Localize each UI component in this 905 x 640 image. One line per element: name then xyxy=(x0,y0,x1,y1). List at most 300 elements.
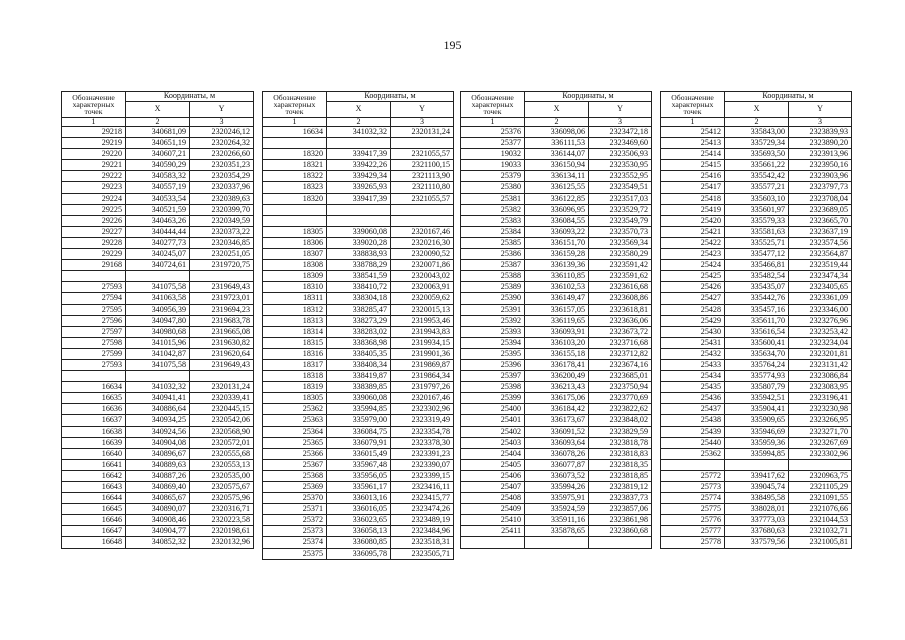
point-id-cell: 16637 xyxy=(62,415,126,426)
point-id-cell: 16634 xyxy=(62,382,126,393)
x-coordinate-cell: 337579,56 xyxy=(725,537,789,548)
table-row xyxy=(461,448,652,459)
point-id-cell: 27596 xyxy=(62,315,126,326)
y-coordinate-cell: 2323472,18 xyxy=(589,127,652,138)
column-number: 1 xyxy=(461,118,525,127)
point-id-cell: 27595 xyxy=(62,304,126,315)
x-coordinate-cell: 340934,25 xyxy=(126,415,190,426)
y-coordinate-cell: 2323636,06 xyxy=(589,315,652,326)
y-coordinate-cell: 2320198,61 xyxy=(190,526,254,537)
x-coordinate-cell: 339060,08 xyxy=(327,393,391,404)
x-coordinate-cell: 336084,75 xyxy=(327,426,391,437)
x-coordinate-cell: 335661,22 xyxy=(725,160,789,171)
x-coordinate-cell: 340869,40 xyxy=(126,482,190,493)
x-coordinate-cell: 340607,21 xyxy=(126,149,190,160)
table-row xyxy=(62,404,254,415)
column-number: 1 xyxy=(62,118,126,127)
point-id-cell: 27598 xyxy=(62,337,126,348)
table-row xyxy=(461,493,652,504)
point-id-cell: 18312 xyxy=(263,304,327,315)
x-coordinate-cell: 340941,41 xyxy=(126,393,190,404)
table-row xyxy=(62,493,254,504)
x-coordinate-cell: 341032,32 xyxy=(327,127,391,138)
y-coordinate-cell: 2323390,07 xyxy=(391,459,454,470)
table-row xyxy=(461,204,652,215)
y-coordinate-cell: 2323822,62 xyxy=(589,404,652,415)
x-coordinate-cell: 336013,16 xyxy=(327,493,391,504)
point-id-cell: 25426 xyxy=(661,282,725,293)
x-coordinate-cell: 338495,58 xyxy=(725,493,789,504)
table-row xyxy=(461,515,652,526)
x-coordinate-cell: 336155,18 xyxy=(525,348,589,359)
table-row xyxy=(263,548,454,559)
point-id-cell xyxy=(263,204,327,215)
table-row xyxy=(661,382,852,393)
table-row xyxy=(263,193,454,204)
point-id-cell: 29168 xyxy=(62,260,126,271)
point-id-cell: 25406 xyxy=(461,470,525,481)
point-id-cell xyxy=(62,271,126,282)
point-id-cell: 27597 xyxy=(62,326,126,337)
table-row xyxy=(661,215,852,226)
y-coordinate-cell: 2323506,93 xyxy=(589,149,652,160)
y-coordinate-cell: 2321044,53 xyxy=(789,515,852,526)
column-number: 1 xyxy=(661,118,725,127)
point-id-cell: 25434 xyxy=(661,371,725,382)
point-id-cell: 16636 xyxy=(62,404,126,415)
y-coordinate-cell: 2323837,73 xyxy=(589,493,652,504)
table-row xyxy=(62,415,254,426)
y-coordinate-cell xyxy=(391,138,454,149)
y-coordinate-cell: 2320389,63 xyxy=(190,193,254,204)
x-coordinate-cell: 339045,74 xyxy=(725,482,789,493)
x-coordinate-cell: 335466,81 xyxy=(725,260,789,271)
column-number: 1 xyxy=(263,118,327,127)
column-number: 2 xyxy=(725,118,789,127)
table-row xyxy=(62,482,254,493)
column-number: 2 xyxy=(525,118,589,127)
y-coordinate-cell: 2323399,15 xyxy=(391,470,454,481)
table-row xyxy=(62,448,254,459)
x-coordinate-cell: 339429,34 xyxy=(327,171,391,182)
y-coordinate-cell: 2319723,01 xyxy=(190,293,254,304)
table-row xyxy=(461,226,652,237)
y-coordinate-cell: 2323570,73 xyxy=(589,226,652,237)
y-coordinate-cell: 2323685,01 xyxy=(589,371,652,382)
x-coordinate-cell xyxy=(725,459,789,470)
y-coordinate-cell: 2323469,60 xyxy=(589,138,652,149)
table-row xyxy=(461,271,652,282)
x-coordinate-cell: 335601,97 xyxy=(725,204,789,215)
y-coordinate-cell: 2323797,73 xyxy=(789,182,852,193)
y-coordinate-cell: 2323519,44 xyxy=(789,260,852,271)
x-coordinate-cell: 336125,55 xyxy=(525,182,589,193)
y-coordinate-cell: 2321076,66 xyxy=(789,504,852,515)
x-coordinate-cell xyxy=(327,138,391,149)
point-id-cell: 25388 xyxy=(461,271,525,282)
x-coordinate-cell: 336023,65 xyxy=(327,515,391,526)
point-id-cell: 25404 xyxy=(461,448,525,459)
table-row xyxy=(661,459,852,470)
point-id-cell: 25438 xyxy=(661,415,725,426)
y-coordinate-cell: 2323591,42 xyxy=(589,260,652,271)
x-coordinate-cell: 335482,54 xyxy=(725,271,789,282)
y-coordinate-cell: 2320071,86 xyxy=(391,260,454,271)
point-id-cell: 25386 xyxy=(461,249,525,260)
y-coordinate-cell: 2323378,30 xyxy=(391,437,454,448)
point-id-cell: 18309 xyxy=(263,271,327,282)
y-coordinate-cell: 2323405,65 xyxy=(789,282,852,293)
x-coordinate-cell: 340681,09 xyxy=(126,127,190,138)
y-coordinate-cell: 2323271,70 xyxy=(789,426,852,437)
table-row xyxy=(62,326,254,337)
table-row xyxy=(62,371,254,382)
point-id-cell: 25402 xyxy=(461,426,525,437)
y-coordinate-cell: 2323319,49 xyxy=(391,415,454,426)
table-row xyxy=(62,226,254,237)
point-id-cell: 25427 xyxy=(661,293,725,304)
x-coordinate-cell: 341015,96 xyxy=(126,337,190,348)
table-row xyxy=(62,138,254,149)
x-coordinate-cell: 335616,54 xyxy=(725,326,789,337)
point-id-cell: 25399 xyxy=(461,393,525,404)
x-coordinate-cell: 335435,07 xyxy=(725,282,789,293)
table-row xyxy=(62,171,254,182)
y-coordinate-cell: 2320568,90 xyxy=(190,426,254,437)
table-row xyxy=(62,315,254,326)
x-coordinate-cell: 340245,07 xyxy=(126,249,190,260)
point-id-cell: 25772 xyxy=(661,470,725,481)
y-header: Y xyxy=(789,102,852,118)
y-coordinate-cell: 2319901,36 xyxy=(391,348,454,359)
point-id-cell: 25398 xyxy=(461,382,525,393)
x-coordinate-cell: 335600,41 xyxy=(725,337,789,348)
table-row xyxy=(62,504,254,515)
point-id-cell: 18313 xyxy=(263,315,327,326)
table-row xyxy=(661,448,852,459)
table-row xyxy=(263,426,454,437)
table-row xyxy=(661,337,852,348)
y-coordinate-cell: 2320399,70 xyxy=(190,204,254,215)
x-coordinate-cell: 336157,05 xyxy=(525,304,589,315)
table-row xyxy=(461,348,652,359)
x-coordinate-cell: 339417,39 xyxy=(327,193,391,204)
table-row xyxy=(263,371,454,382)
table-row xyxy=(661,348,852,359)
y-coordinate-cell: 2323549,51 xyxy=(589,182,652,193)
y-coordinate-cell: 2323415,77 xyxy=(391,493,454,504)
y-coordinate-cell: 2323857,06 xyxy=(589,504,652,515)
x-coordinate-cell: 336015,49 xyxy=(327,448,391,459)
coordinates-table-2 xyxy=(262,91,454,560)
y-coordinate-cell: 2323712,82 xyxy=(589,348,652,359)
coords-header: Координаты, м xyxy=(725,92,852,102)
table-row xyxy=(62,337,254,348)
table-row xyxy=(263,204,454,215)
x-coordinate-cell: 336139,36 xyxy=(525,260,589,271)
x-coordinate-cell: 338838,93 xyxy=(327,249,391,260)
y-coordinate-cell: 2320043,02 xyxy=(391,271,454,282)
table-row xyxy=(661,293,852,304)
point-id-cell: 25407 xyxy=(461,482,525,493)
x-coordinate-cell: 335961,17 xyxy=(327,482,391,493)
table-row xyxy=(461,326,652,337)
point-id-cell: 25383 xyxy=(461,215,525,226)
point-id-cell: 18310 xyxy=(263,282,327,293)
coords-header: Координаты, м xyxy=(525,92,652,102)
y-coordinate-cell: 2323903,96 xyxy=(789,171,852,182)
x-coordinate-cell: 336093,91 xyxy=(525,326,589,337)
y-coordinate-cell: 2323689,05 xyxy=(789,204,852,215)
x-coordinate-cell: 336134,11 xyxy=(525,171,589,182)
point-id-cell: 25396 xyxy=(461,359,525,370)
y-coordinate-cell: 2321032,71 xyxy=(789,526,852,537)
point-id-cell: 25365 xyxy=(263,437,327,448)
x-coordinate-cell: 336119,65 xyxy=(525,315,589,326)
x-coordinate-cell: 340533,54 xyxy=(126,193,190,204)
point-id-cell: 25428 xyxy=(661,304,725,315)
y-coordinate-cell: 2323818,78 xyxy=(589,437,652,448)
table-row xyxy=(263,271,454,282)
column-number: 3 xyxy=(589,118,652,127)
point-id-cell: 25775 xyxy=(661,504,725,515)
point-id-cell: 25429 xyxy=(661,315,725,326)
table-row xyxy=(263,393,454,404)
x-coordinate-cell: 340908,46 xyxy=(126,515,190,526)
x-coordinate-cell: 335525,71 xyxy=(725,237,789,248)
y-coordinate-cell: 2320572,01 xyxy=(190,437,254,448)
table-row xyxy=(62,193,254,204)
y-coordinate-cell: 2319797,26 xyxy=(391,382,454,393)
x-coordinate-cell: 335909,65 xyxy=(725,415,789,426)
y-coordinate-cell: 2320542,06 xyxy=(190,415,254,426)
table-row xyxy=(263,537,454,548)
y-coordinate-cell: 2320535,00 xyxy=(190,470,254,481)
x-coordinate-cell xyxy=(525,537,589,548)
table-row xyxy=(461,237,652,248)
x-coordinate-cell: 335581,63 xyxy=(725,226,789,237)
table-row xyxy=(661,526,852,537)
point-id-cell: 25417 xyxy=(661,182,725,193)
x-coordinate-cell: 340947,80 xyxy=(126,315,190,326)
table-row xyxy=(461,127,652,138)
x-coordinate-cell: 339422,26 xyxy=(327,160,391,171)
point-id-cell: 25364 xyxy=(263,426,327,437)
table-row xyxy=(461,426,652,437)
y-coordinate-cell: 2323569,34 xyxy=(589,237,652,248)
table-row xyxy=(263,237,454,248)
table-row xyxy=(62,426,254,437)
table-row xyxy=(62,160,254,171)
table-row xyxy=(461,160,652,171)
x-coordinate-cell: 341032,32 xyxy=(126,382,190,393)
point-id-cell: 29219 xyxy=(62,138,126,149)
table-row xyxy=(661,226,852,237)
table-row xyxy=(461,504,652,515)
table-row xyxy=(461,171,652,182)
x-coordinate-cell: 335942,51 xyxy=(725,393,789,404)
table-row xyxy=(263,260,454,271)
table-row xyxy=(263,504,454,515)
x-coordinate-cell: 338389,85 xyxy=(327,382,391,393)
x-coordinate-cell xyxy=(327,204,391,215)
y-coordinate-cell: 2323530,95 xyxy=(589,160,652,171)
x-coordinate-cell: 339265,93 xyxy=(327,182,391,193)
table-row xyxy=(461,526,652,537)
point-id-cell: 25391 xyxy=(461,304,525,315)
y-coordinate-cell: 2320351,23 xyxy=(190,160,254,171)
y-coordinate-cell: 2321113,90 xyxy=(391,171,454,182)
x-coordinate-cell: 336159,28 xyxy=(525,249,589,260)
x-coordinate-cell: 335764,24 xyxy=(725,359,789,370)
x-coordinate-cell: 340886,64 xyxy=(126,404,190,415)
y-coordinate-cell: 2323861,98 xyxy=(589,515,652,526)
y-coordinate-cell: 2323266,95 xyxy=(789,415,852,426)
point-id-cell: 25422 xyxy=(661,237,725,248)
y-coordinate-cell: 2320132,96 xyxy=(190,537,254,548)
table-row xyxy=(461,149,652,160)
x-coordinate-cell: 336077,87 xyxy=(525,459,589,470)
point-id-cell: 16640 xyxy=(62,448,126,459)
x-coordinate-cell: 340557,19 xyxy=(126,182,190,193)
point-id-cell: 25411 xyxy=(461,526,525,537)
y-coordinate-cell: 2323674,16 xyxy=(589,359,652,370)
y-coordinate-cell: 2319649,43 xyxy=(190,359,254,370)
y-coordinate-cell: 2323750,94 xyxy=(589,382,652,393)
point-id-cell: 29220 xyxy=(62,149,126,160)
point-id-cell: 25413 xyxy=(661,138,725,149)
y-coordinate-cell: 2323673,72 xyxy=(589,326,652,337)
x-coordinate-cell: 337773,03 xyxy=(725,515,789,526)
y-coordinate-cell xyxy=(789,459,852,470)
coordinates-tables xyxy=(0,91,905,581)
x-coordinate-cell: 336149,47 xyxy=(525,293,589,304)
x-coordinate-cell: 336080,85 xyxy=(327,537,391,548)
table-row xyxy=(62,304,254,315)
x-coordinate-cell: 335994,26 xyxy=(525,482,589,493)
point-id-cell: 16644 xyxy=(62,493,126,504)
x-coordinate-cell: 336078,26 xyxy=(525,448,589,459)
x-coordinate-cell: 338408,34 xyxy=(327,359,391,370)
point-id-cell: 18319 xyxy=(263,382,327,393)
x-coordinate-cell: 341042,87 xyxy=(126,348,190,359)
y-coordinate-cell: 2320167,46 xyxy=(391,226,454,237)
point-id-cell xyxy=(62,371,126,382)
point-id-cell xyxy=(661,459,725,470)
y-coordinate-cell xyxy=(190,371,254,382)
table-row xyxy=(461,393,652,404)
y-coordinate-cell: 2321100,15 xyxy=(391,160,454,171)
table-row xyxy=(62,215,254,226)
table-row xyxy=(263,437,454,448)
y-coordinate-cell: 2320131,24 xyxy=(391,127,454,138)
x-coordinate-cell: 335959,36 xyxy=(725,437,789,448)
table-row xyxy=(263,382,454,393)
coordinates-table-1 xyxy=(61,91,254,549)
table-row xyxy=(263,482,454,493)
y-coordinate-cell: 2320090,52 xyxy=(391,249,454,260)
table-row xyxy=(263,138,454,149)
point-id-cell: 25440 xyxy=(661,437,725,448)
point-id-cell: 25362 xyxy=(661,448,725,459)
x-coordinate-cell: 336151,70 xyxy=(525,237,589,248)
y-coordinate-cell: 2323616,68 xyxy=(589,282,652,293)
x-coordinate-cell: 340904,77 xyxy=(126,526,190,537)
x-coordinate-cell: 340956,39 xyxy=(126,304,190,315)
table-row xyxy=(62,393,254,404)
y-coordinate-cell: 2320337,96 xyxy=(190,182,254,193)
point-id-cell: 16638 xyxy=(62,426,126,437)
point-id-cell: 25379 xyxy=(461,171,525,182)
y-coordinate-cell: 2323253,42 xyxy=(789,326,852,337)
x-header: X xyxy=(725,102,789,118)
table-row xyxy=(263,415,454,426)
point-id-cell: 18305 xyxy=(263,393,327,404)
y-coordinate-cell: 2320339,41 xyxy=(190,393,254,404)
coords-header: Координаты, м xyxy=(126,92,254,102)
table-row xyxy=(263,226,454,237)
point-label-header: Обозначение характерных точек xyxy=(263,92,327,118)
table-row xyxy=(263,315,454,326)
x-coordinate-cell: 335843,00 xyxy=(725,127,789,138)
table-row xyxy=(661,404,852,415)
table-row xyxy=(661,260,852,271)
y-coordinate-cell: 2320963,75 xyxy=(789,470,852,481)
table-row xyxy=(263,149,454,160)
point-id-cell: 25380 xyxy=(461,182,525,193)
y-coordinate-cell: 2320575,67 xyxy=(190,482,254,493)
y-coordinate-cell: 2323637,19 xyxy=(789,226,852,237)
x-coordinate-cell: 335634,70 xyxy=(725,348,789,359)
point-id-cell: 25405 xyxy=(461,459,525,470)
table-row xyxy=(661,304,852,315)
y-coordinate-cell: 2320346,85 xyxy=(190,237,254,248)
point-id-cell: 25400 xyxy=(461,404,525,415)
table-row xyxy=(461,138,652,149)
table-row xyxy=(263,171,454,182)
y-coordinate-cell: 2323574,56 xyxy=(789,237,852,248)
y-coordinate-cell: 2323580,29 xyxy=(589,249,652,260)
y-coordinate-cell: 2323302,96 xyxy=(789,448,852,459)
point-id-cell: 25363 xyxy=(263,415,327,426)
y-coordinate-cell: 2323276,96 xyxy=(789,315,852,326)
point-id-cell: 25415 xyxy=(661,160,725,171)
x-coordinate-cell: 335729,34 xyxy=(725,138,789,149)
y-coordinate-cell: 2323552,95 xyxy=(589,171,652,182)
table-row xyxy=(661,493,852,504)
point-id-cell: 25423 xyxy=(661,249,725,260)
table-row xyxy=(62,459,254,470)
x-coordinate-cell: 338283,02 xyxy=(327,326,391,337)
x-coordinate-cell xyxy=(126,271,190,282)
y-coordinate-cell: 2320131,24 xyxy=(190,382,254,393)
x-coordinate-cell: 335693,50 xyxy=(725,149,789,160)
point-id-cell: 25381 xyxy=(461,193,525,204)
x-coordinate-cell: 336079,91 xyxy=(327,437,391,448)
x-coordinate-cell: 340890,07 xyxy=(126,504,190,515)
point-id-cell: 27594 xyxy=(62,293,126,304)
point-id-cell: 16641 xyxy=(62,459,126,470)
y-coordinate-cell: 2323489,19 xyxy=(391,515,454,526)
table-row xyxy=(461,371,652,382)
table-row xyxy=(461,537,652,548)
x-coordinate-cell: 336175,06 xyxy=(525,393,589,404)
x-coordinate-cell: 340887,26 xyxy=(126,470,190,481)
coords-header: Координаты, м xyxy=(327,92,454,102)
point-id-cell: 19032 xyxy=(461,149,525,160)
y-coordinate-cell: 2323708,04 xyxy=(789,193,852,204)
table-row xyxy=(263,304,454,315)
